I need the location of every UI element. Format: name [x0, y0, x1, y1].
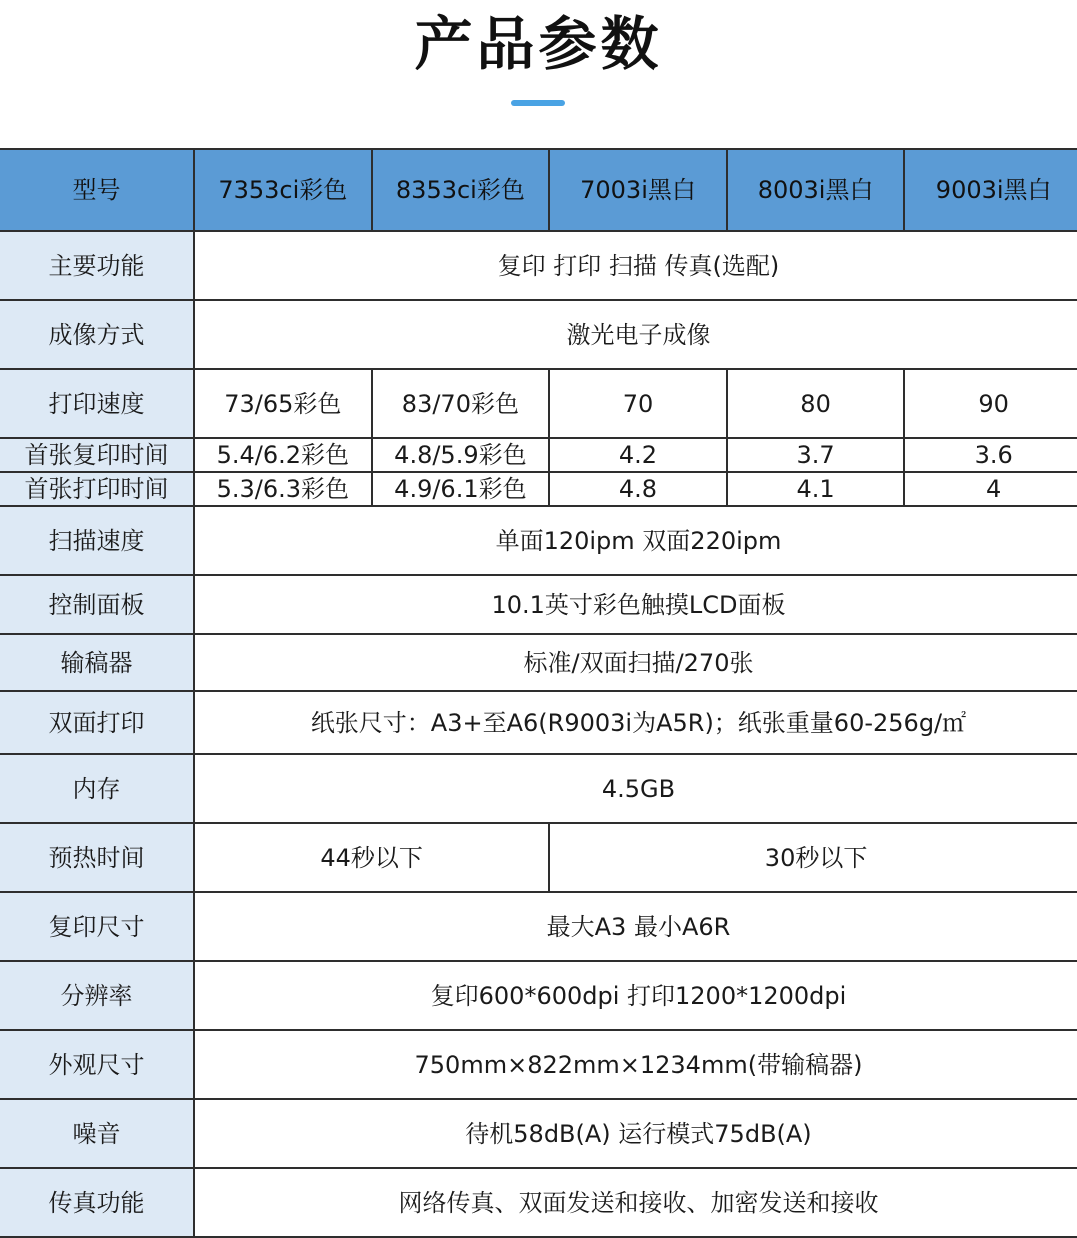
row-value: 10.1英寸彩色触摸LCD面板 — [194, 575, 1077, 634]
row-label: 打印速度 — [0, 369, 194, 438]
row-label: 内存 — [0, 754, 194, 823]
cell-value: 4.9/6.1彩色 — [372, 472, 550, 506]
cell-value: 5.3/6.3彩色 — [194, 472, 372, 506]
row-label: 双面打印 — [0, 691, 194, 754]
row-label: 首张打印时间 — [0, 472, 194, 506]
cell-value: 4.8/5.9彩色 — [372, 438, 550, 472]
cell-value: 5.4/6.2彩色 — [194, 438, 372, 472]
table-row — [0, 438, 1077, 472]
model-7003i: 7003i黑白 — [549, 149, 727, 231]
table-row — [0, 691, 1077, 754]
row-value: 最大A3 最小A6R — [194, 892, 1077, 961]
table-row — [0, 472, 1077, 506]
model-7353ci: 7353ci彩色 — [194, 149, 372, 231]
table-row — [0, 754, 1077, 823]
cell-value: 4.2 — [549, 438, 727, 472]
spec-table — [0, 148, 1077, 1238]
cell-value: 30秒以下 — [549, 823, 1077, 892]
table-row — [0, 575, 1077, 634]
row-value: 复印 打印 扫描 传真(选配) — [194, 231, 1077, 300]
table-row — [0, 823, 1077, 892]
row-value: 标准/双面扫描/270张 — [194, 634, 1077, 691]
model-9003i: 9003i黑白 — [904, 149, 1077, 231]
table-row — [0, 506, 1077, 575]
row-value: 单面120ipm 双面220ipm — [194, 506, 1077, 575]
table-row — [0, 892, 1077, 961]
table-row — [0, 300, 1077, 369]
row-label: 控制面板 — [0, 575, 194, 634]
row-label: 成像方式 — [0, 300, 194, 369]
title-underline — [511, 100, 565, 106]
table-row — [0, 231, 1077, 300]
row-label: 传真功能 — [0, 1168, 194, 1237]
model-8353ci: 8353ci彩色 — [372, 149, 550, 231]
row-value: 网络传真、双面发送和接收、加密发送和接收 — [194, 1168, 1077, 1237]
table-row — [0, 1168, 1077, 1237]
row-value: 750mm×822mm×1234mm(带输稿器) — [194, 1030, 1077, 1099]
row-value: 待机58dB(A) 运行模式75dB(A) — [194, 1099, 1077, 1168]
cell-value: 90 — [904, 369, 1077, 438]
row-label: 复印尺寸 — [0, 892, 194, 961]
cell-value: 73/65彩色 — [194, 369, 372, 438]
row-label: 外观尺寸 — [0, 1030, 194, 1099]
cell-value: 3.7 — [727, 438, 905, 472]
row-label: 噪音 — [0, 1099, 194, 1168]
table-row — [0, 961, 1077, 1030]
cell-value: 4.8 — [549, 472, 727, 506]
row-value: 复印600*600dpi 打印1200*1200dpi — [194, 961, 1077, 1030]
cell-value: 80 — [727, 369, 905, 438]
row-value: 纸张尺寸：A3+至A6(R9003i为A5R)；纸张重量60-256g/㎡ — [194, 691, 1077, 754]
cell-value: 3.6 — [904, 438, 1077, 472]
row-label: 首张复印时间 — [0, 438, 194, 472]
table-row — [0, 1030, 1077, 1099]
cell-value: 83/70彩色 — [372, 369, 550, 438]
cell-value: 70 — [549, 369, 727, 438]
row-label: 预热时间 — [0, 823, 194, 892]
row-label: 扫描速度 — [0, 506, 194, 575]
header-row — [0, 149, 1077, 231]
table-row — [0, 1099, 1077, 1168]
row-value: 4.5GB — [194, 754, 1077, 823]
row-value: 激光电子成像 — [194, 300, 1077, 369]
cell-value: 4.1 — [727, 472, 905, 506]
cell-value: 44秒以下 — [194, 823, 549, 892]
page-title: 产品参数 — [414, 10, 663, 78]
table-row — [0, 634, 1077, 691]
row-label: 分辨率 — [0, 961, 194, 1030]
row-label: 主要功能 — [0, 231, 194, 300]
table-row — [0, 369, 1077, 438]
row-label: 输稿器 — [0, 634, 194, 691]
cell-value: 4 — [904, 472, 1077, 506]
header-label: 型号 — [0, 149, 194, 231]
model-8003i: 8003i黑白 — [727, 149, 905, 231]
